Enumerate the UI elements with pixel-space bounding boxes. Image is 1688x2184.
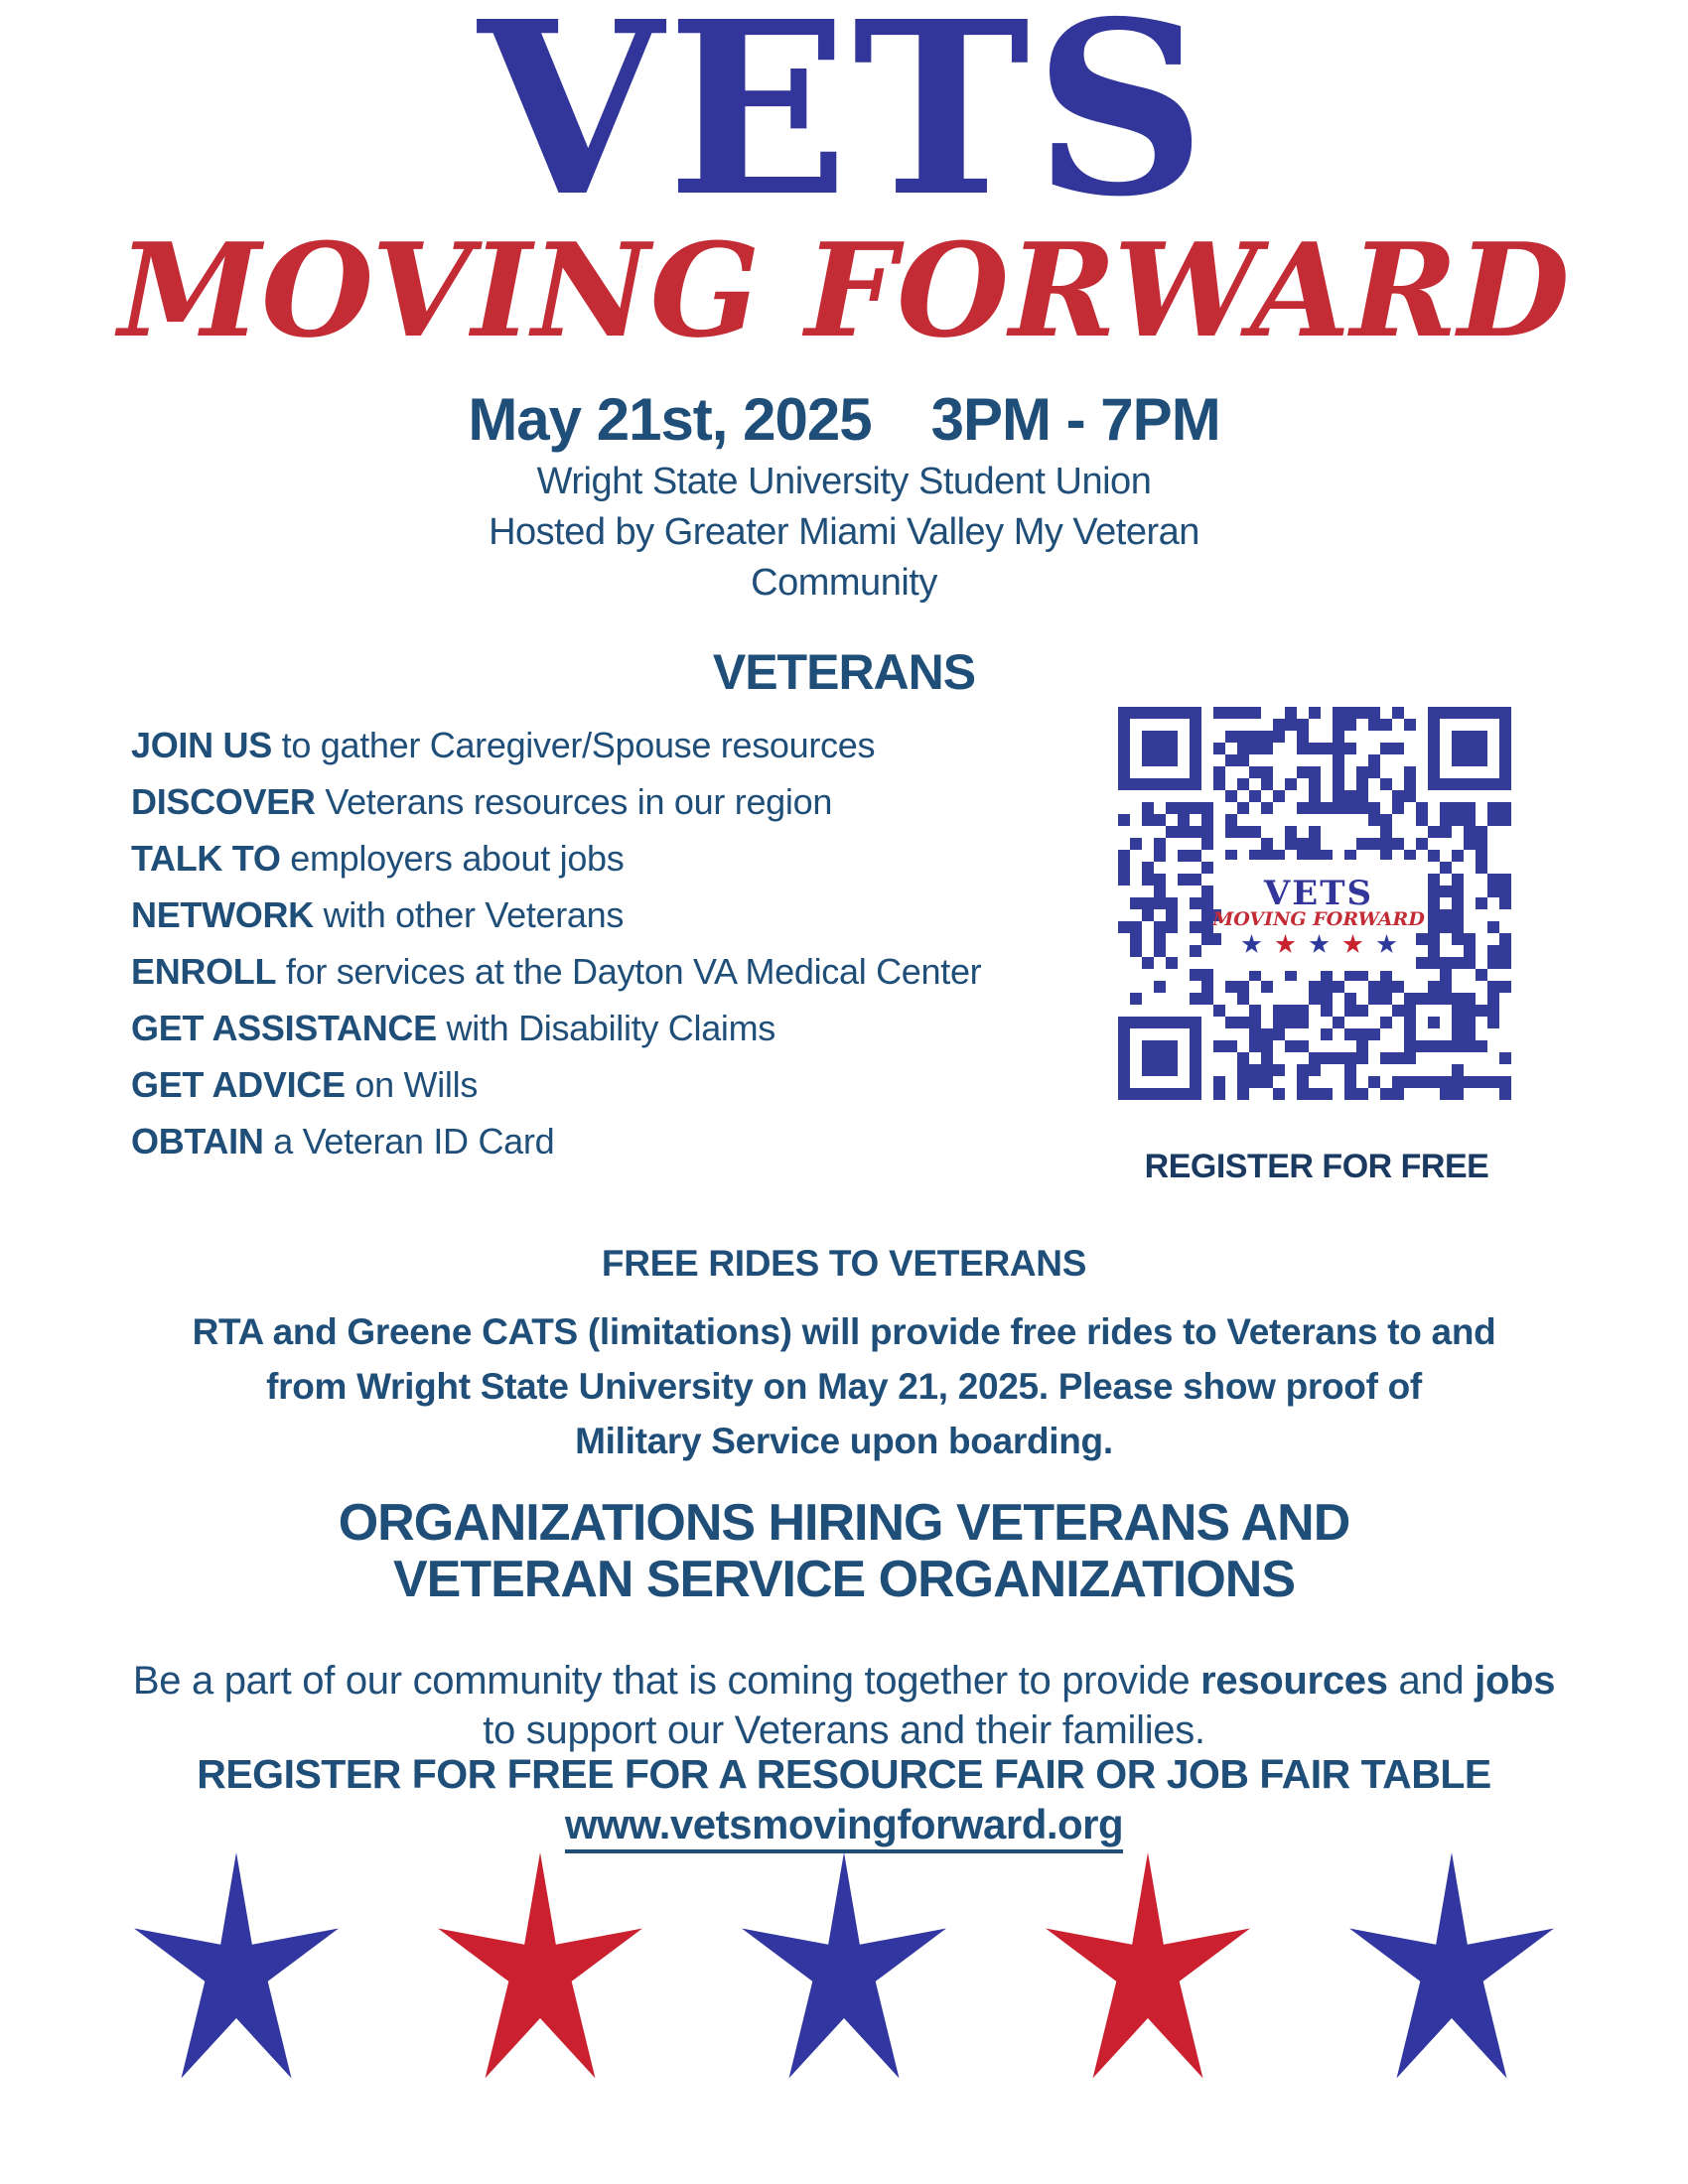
qr-register-block: [1118, 707, 1515, 1186]
community-text: and: [1387, 1659, 1476, 1703]
event-title: VETS: [478, 0, 1210, 249]
logo-star-icon: [1241, 934, 1262, 954]
benefit-item: [131, 773, 1124, 830]
venue-line-3: Community: [751, 562, 937, 604]
organizations-heading-line-1: ORGANIZATIONS HIRING VETERANS AND: [338, 1494, 1350, 1552]
qr-code: [1118, 707, 1511, 1100]
footer-stars: [0, 1852, 1688, 2083]
footer-star-icon: [742, 1852, 946, 2083]
free-rides-line-1: RTA and Greene CATS (limitations) will provide free rides to Veterans to and: [192, 1311, 1496, 1352]
community-bold-resources: resources: [1200, 1659, 1388, 1703]
benefits-list: [131, 717, 1124, 1169]
venue-line-2: Hosted by Greater Miami Valley My Veteran: [489, 511, 1199, 553]
benefit-lead: OBTAIN: [131, 1121, 264, 1161]
event-date: May 21st, 2025: [468, 386, 872, 453]
logo-star-icon: [1275, 934, 1296, 954]
benefit-text: a Veteran ID Card: [263, 1121, 555, 1161]
free-rides-heading: FREE RIDES TO VETERANS: [601, 1243, 1087, 1284]
benefit-text: with Disability Claims: [436, 1008, 776, 1048]
logo-star-icon: [1309, 934, 1330, 954]
benefit-lead: JOIN US: [131, 725, 272, 765]
footer-star-icon: [1349, 1852, 1554, 2083]
event-datetime: [0, 385, 1688, 454]
benefit-lead: DISCOVER: [131, 781, 316, 822]
logo-star-icon: [1376, 934, 1397, 954]
footer-star-icon: [134, 1852, 339, 2083]
benefit-item: [131, 943, 1124, 1000]
free-rides-line-3: Military Service upon boarding.: [575, 1421, 1113, 1461]
benefit-text: employers about jobs: [280, 838, 625, 879]
benefit-item: [131, 1056, 1124, 1113]
benefit-lead: GET ASSISTANCE: [131, 1008, 437, 1048]
event-venue: [0, 457, 1688, 609]
qr-logo-title: VETS: [1263, 873, 1374, 913]
event-time: 3PM - 7PM: [930, 386, 1220, 453]
logo-star-icon: [1342, 934, 1363, 954]
veterans-heading: VETERANS: [712, 644, 976, 700]
benefit-lead: ENROLL: [131, 951, 277, 992]
community-bold-jobs: jobs: [1475, 1659, 1556, 1703]
community-text: Be a part of our community that is coming together to provide: [132, 1659, 1201, 1703]
qr-logo-subtitle: MOVING FORWARD: [1212, 907, 1425, 930]
benefit-text: with other Veterans: [313, 894, 625, 935]
event-subtitle: MOVING FORWARD: [118, 214, 1570, 366]
venue-line-1: Wright State University Student Union: [536, 461, 1152, 502]
footer-star-icon: [1046, 1852, 1250, 2083]
qr-logo-stars: [1241, 934, 1397, 954]
benefit-lead: NETWORK: [131, 894, 314, 935]
benefit-lead: GET ADVICE: [131, 1064, 346, 1105]
benefit-item: [131, 1113, 1124, 1169]
benefit-item: [131, 887, 1124, 943]
benefit-lead: TALK TO: [131, 838, 281, 879]
organizations-heading-line-2: VETERAN SERVICE ORGANIZATIONS: [392, 1551, 1296, 1608]
benefit-text: Veterans resources in our region: [315, 781, 833, 822]
register-table-line: REGISTER FOR FREE FOR A RESOURCE FAIR OR JOB FAIR TABLE: [197, 1751, 1491, 1797]
benefit-item: [131, 717, 1124, 773]
website-link[interactable]: www.vetsmovingforward.org: [565, 1801, 1123, 1853]
benefit-text: for services at the Dayton VA Medical Center: [276, 951, 982, 992]
community-paragraph: [0, 1656, 1688, 1755]
qr-caption: REGISTER FOR FREE: [1144, 1148, 1489, 1185]
footer-star-icon: [438, 1852, 642, 2083]
organizations-heading: [0, 1495, 1688, 1608]
benefit-item: [131, 1000, 1124, 1056]
website-line: [0, 1801, 1688, 1853]
benefit-text: to gather Caregiver/Spouse resources: [271, 725, 876, 765]
free-rides-line-2: from Wright State University on May 21, 2025. Please show proof of: [266, 1366, 1422, 1407]
free-rides-section: [0, 1243, 1688, 1468]
benefit-text: on Wills: [345, 1064, 479, 1105]
community-text-line-2: to support our Veterans and their families.: [483, 1708, 1205, 1752]
benefit-item: [131, 830, 1124, 887]
qr-center-logo: [1212, 860, 1425, 971]
